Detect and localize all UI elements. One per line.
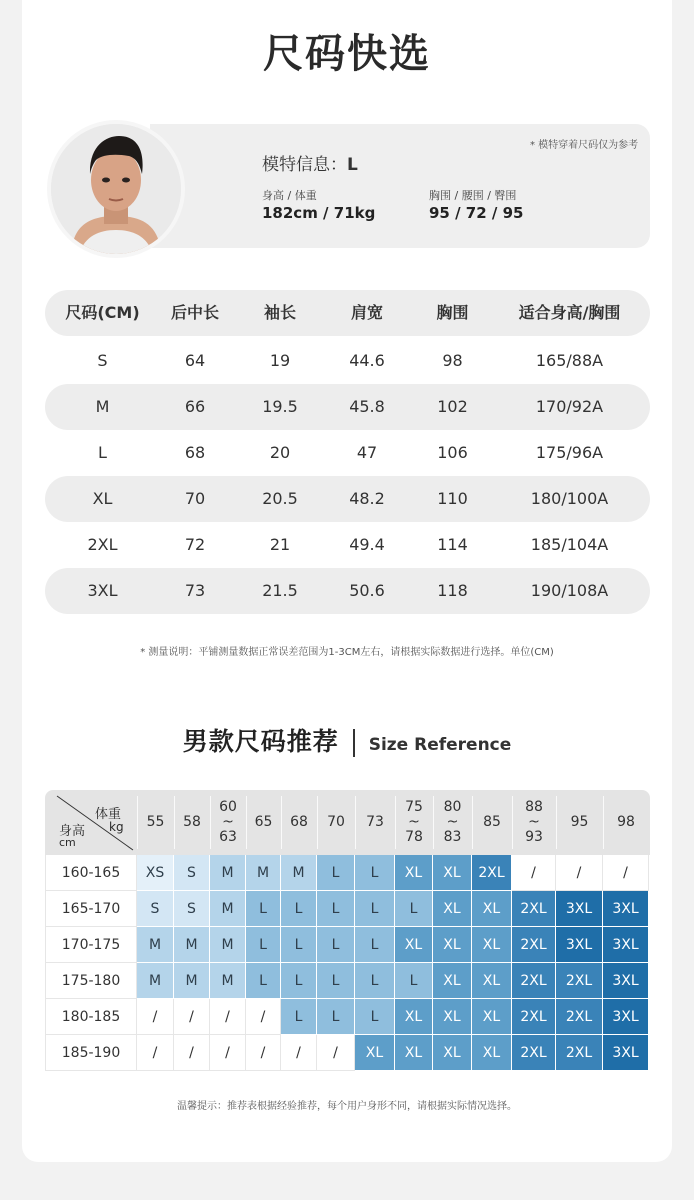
weight-header: 98	[617, 814, 635, 830]
weight-header: 60 ~ 63	[219, 799, 237, 845]
header-divider	[556, 796, 557, 849]
column-header: 肩宽	[350, 303, 383, 322]
table-cell: 114	[437, 535, 468, 554]
header-divider	[603, 796, 604, 849]
weight-header: 73	[366, 814, 384, 830]
model-title	[262, 150, 358, 175]
size-cell: /	[556, 855, 603, 891]
size-cell: /	[137, 999, 174, 1035]
weight-header: 85	[483, 814, 501, 830]
size-cell: M	[174, 927, 210, 963]
measure-label: 胸围 / 腰围 / 臀围	[429, 189, 517, 202]
size-cell: 2XL	[512, 891, 556, 927]
size-cell: L	[281, 891, 317, 927]
table-cell: 170/92A	[535, 397, 604, 416]
table-cell: 49.4	[349, 535, 385, 554]
size-cell: XL	[433, 855, 472, 891]
height-label: 170-175	[45, 927, 137, 963]
size-cell: /	[246, 1035, 281, 1071]
size-cell: M	[210, 927, 246, 963]
corner-height-unit: cm	[59, 836, 76, 849]
size-cell: L	[281, 963, 317, 999]
model-size: L	[347, 155, 358, 175]
table-row	[45, 338, 650, 384]
size-cell: XL	[433, 963, 472, 999]
size-cell: 2XL	[512, 927, 556, 963]
size-cell: XL	[433, 1035, 472, 1071]
column-header: 后中长	[170, 303, 219, 322]
header-divider	[281, 796, 282, 849]
size-cell: M	[210, 855, 246, 891]
size-cell: 2XL	[556, 1035, 603, 1071]
measure-note: * 测量说明：平铺测量数据正常误差范围为1-3CM左右，请根据实际数据进行选择。单位(CM)	[140, 647, 554, 658]
header-divider	[317, 796, 318, 849]
column-header: 尺码(CM)	[65, 303, 140, 322]
table-cell: 45.8	[349, 397, 385, 416]
corner-height: 身高	[59, 824, 86, 839]
column-header: 胸围	[436, 303, 469, 322]
size-cell: L	[246, 891, 281, 927]
height-weight-label: 身高 / 体重	[262, 189, 317, 202]
size-cell: 3XL	[603, 963, 649, 999]
weight-header: 68	[290, 814, 308, 830]
size-cell: XL	[472, 963, 512, 999]
size-cell: L	[317, 999, 355, 1035]
measure-value: 95 / 72 / 95	[429, 204, 524, 222]
size-cell: M	[246, 855, 281, 891]
table-row	[45, 522, 650, 568]
size-cell: XL	[395, 855, 433, 891]
corner-weight-unit: kg	[109, 820, 124, 834]
table-cell: 20	[269, 443, 291, 462]
reference-title-cn: 男款尺码推荐	[182, 727, 339, 756]
weight-header: 70	[327, 814, 345, 830]
size-cell: 3XL	[603, 999, 649, 1035]
model-note: * 模特穿着尺码仅为参考	[530, 140, 639, 151]
size-cell: /	[210, 999, 246, 1035]
size-cell: 2XL	[472, 855, 512, 891]
model-title-label: 模特信息：	[262, 155, 347, 175]
size-cell: 3XL	[556, 927, 603, 963]
size-cell: /	[603, 855, 649, 891]
table-cell: 165/88A	[535, 351, 604, 370]
size-cell: M	[281, 855, 317, 891]
size-cell: L	[246, 963, 281, 999]
table-cell: 64	[184, 351, 206, 370]
height-label: 185-190	[45, 1035, 137, 1071]
size-cell: M	[137, 963, 174, 999]
weight-header: 58	[183, 814, 201, 830]
table-cell: 21.5	[262, 581, 298, 600]
table-cell: 190/108A	[530, 581, 609, 600]
table-cell: 50.6	[349, 581, 385, 600]
table-cell: 2XL	[87, 535, 118, 554]
size-cell: L	[281, 927, 317, 963]
size-cell: /	[174, 999, 210, 1035]
table-cell: 185/104A	[530, 535, 609, 554]
table-cell: L	[98, 443, 107, 462]
size-cell: /	[246, 999, 281, 1035]
size-cell: XL	[433, 927, 472, 963]
column-header: 适合身高/胸围	[518, 303, 621, 322]
size-cell: 2XL	[556, 999, 603, 1035]
size-cell: L	[355, 999, 395, 1035]
size-cell: L	[355, 927, 395, 963]
size-cell: 3XL	[603, 927, 649, 963]
table-cell: 72	[184, 535, 206, 554]
table-cell: 110	[437, 489, 468, 508]
size-cell: XL	[395, 927, 433, 963]
weight-header: 80 ~ 83	[443, 799, 462, 845]
header-divider	[472, 796, 473, 849]
table-cell: 47	[356, 443, 378, 462]
header-divider	[137, 796, 138, 849]
size-cell: L	[395, 891, 433, 927]
table-row	[45, 476, 650, 522]
size-cell: 3XL	[603, 1035, 649, 1071]
header-divider	[395, 796, 396, 849]
size-table-header	[45, 290, 650, 336]
size-cell: /	[281, 1035, 317, 1071]
size-cell: L	[317, 891, 355, 927]
size-cell: L	[317, 927, 355, 963]
header-divider	[174, 796, 175, 849]
weight-header: 88 ~ 93	[525, 799, 543, 845]
header-divider	[355, 796, 356, 849]
size-cell: S	[137, 891, 174, 927]
size-cell: L	[355, 855, 395, 891]
size-cell: 3XL	[556, 891, 603, 927]
table-cell: 106	[437, 443, 468, 462]
table-cell: 21	[269, 535, 291, 554]
weight-header: 75 ~ 78	[405, 799, 423, 845]
size-cell: 2XL	[512, 1035, 556, 1071]
size-cell: M	[210, 963, 246, 999]
table-cell: 118	[437, 581, 468, 600]
size-cell: S	[174, 891, 210, 927]
table-cell: XL	[92, 489, 113, 508]
size-cell: L	[355, 891, 395, 927]
size-cell: XL	[472, 891, 512, 927]
size-cell: /	[317, 1035, 355, 1071]
model-portrait-icon	[51, 124, 181, 254]
size-cell: XL	[433, 999, 472, 1035]
corner-weight: 体重	[95, 807, 122, 822]
table-cell: 180/100A	[530, 489, 609, 508]
size-cell: L	[355, 963, 395, 999]
table-cell: 98	[442, 351, 463, 370]
height-label: 180-185	[45, 999, 137, 1035]
size-cell: XL	[472, 927, 512, 963]
table-cell: 102	[437, 397, 468, 416]
table-cell: 66	[184, 397, 206, 416]
header-divider	[246, 796, 247, 849]
table-cell: 175/96A	[535, 443, 604, 462]
height-weight-value: 182cm / 71kg	[262, 204, 376, 222]
weight-header: 55	[146, 814, 165, 830]
size-cell: L	[317, 855, 355, 891]
table-cell: 70	[184, 489, 206, 508]
table-cell: M	[95, 397, 110, 416]
table-cell: 44.6	[349, 351, 385, 370]
size-cell: L	[395, 963, 433, 999]
table-cell: 68	[184, 443, 206, 462]
size-cell: /	[174, 1035, 210, 1071]
table-cell: 19	[269, 351, 291, 370]
size-cell: M	[137, 927, 174, 963]
table-row	[45, 568, 650, 614]
page-title: 尺码快选	[263, 31, 431, 77]
size-cell: L	[281, 999, 317, 1035]
table-cell: 20.5	[262, 489, 298, 508]
size-cell: XL	[472, 999, 512, 1035]
height-label: 160-165	[45, 855, 137, 891]
size-cell: XS	[137, 855, 174, 891]
weight-header: 65	[254, 814, 273, 830]
header-divider	[512, 796, 513, 849]
size-cell: S	[174, 855, 210, 891]
height-label: 175-180	[45, 963, 137, 999]
table-cell: S	[97, 351, 108, 370]
grid-corner	[45, 790, 137, 855]
reference-title	[0, 722, 694, 760]
footer-tip: 温馨提示：推荐表根据经验推荐，每个用户身形不同，请根据实际情况选择。	[177, 1101, 517, 1112]
table-row	[45, 384, 650, 430]
weight-header: 95	[570, 814, 589, 830]
size-cell: /	[210, 1035, 246, 1071]
size-cell: 2XL	[512, 999, 556, 1035]
header-divider	[433, 796, 434, 849]
size-cell: 2XL	[556, 963, 603, 999]
size-cell: XL	[395, 999, 433, 1035]
size-cell: L	[246, 927, 281, 963]
size-cell: M	[174, 963, 210, 999]
size-cell: 3XL	[603, 891, 649, 927]
height-label: 165-170	[45, 891, 137, 927]
table-cell: 19.5	[262, 397, 298, 416]
table-cell: 73	[184, 581, 206, 600]
model-avatar	[47, 120, 185, 258]
size-cell: /	[137, 1035, 174, 1071]
size-cell: L	[317, 963, 355, 999]
size-cell: XL	[355, 1035, 395, 1071]
size-cell: 2XL	[512, 963, 556, 999]
reference-title-en: Size Reference	[368, 735, 512, 755]
column-header: 袖长	[263, 303, 296, 322]
title-divider	[353, 729, 355, 757]
size-cell: M	[210, 891, 246, 927]
size-cell: XL	[472, 1035, 512, 1071]
header-divider	[210, 796, 211, 849]
size-cell: /	[512, 855, 556, 891]
table-cell: 3XL	[87, 581, 118, 600]
table-row	[45, 430, 650, 476]
size-cell: XL	[433, 891, 472, 927]
size-cell: XL	[395, 1035, 433, 1071]
table-cell: 48.2	[349, 489, 385, 508]
